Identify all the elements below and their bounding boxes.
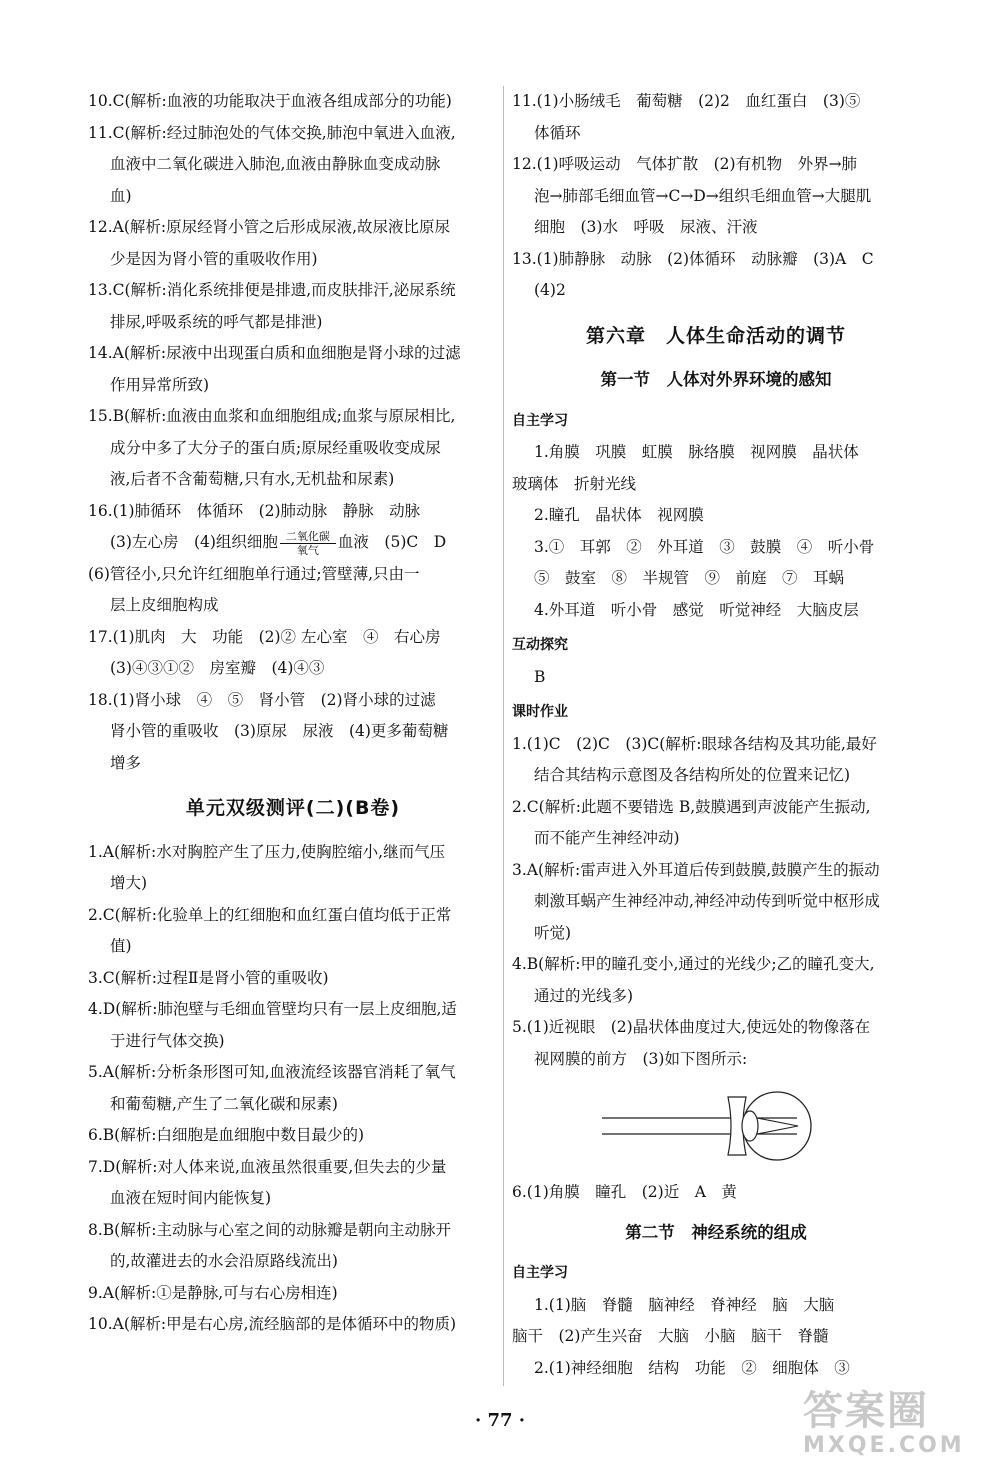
reaction-fraction <box>280 530 336 557</box>
answer-line: 作用异常所致) <box>110 375 210 394</box>
answer-line: 17.(1)肌肉 大 功能 (2)② 左心室 ④ 右心房 <box>88 627 441 646</box>
answer-item: 6.(1)角膜 瞳孔 (2)近 A 黄 <box>512 1183 737 1201</box>
fraction-top: 二氧化碳 <box>280 530 336 544</box>
answer-line: 视网膜的前方 (3)如下图所示: <box>534 1049 748 1068</box>
answer-line: 4.B(解析:甲的瞳孔变小,通过的光线少;乙的瞳孔变大, <box>512 955 875 973</box>
answer-line: 1.A(解析:水对胸腔产生了压力,使胸腔缩小,继而气压 <box>88 842 446 861</box>
answer-line: 3.A(解析:雷声进入外耳道后传到鼓膜,鼓膜产生的振动 <box>512 860 880 879</box>
answer-line: 16.(1)肺循环 体循环 (2)肺动脉 静脉 动脉 <box>88 501 421 520</box>
answer-line: 4.外耳道 听小骨 感觉 听觉神经 大脑皮层 <box>534 600 859 619</box>
answer-item <box>88 963 498 995</box>
answer-item <box>88 622 498 685</box>
answer-list <box>512 86 920 307</box>
fraction-bottom: 氧气 <box>296 543 319 557</box>
answer-line: 听觉) <box>534 923 572 942</box>
answer-item <box>88 685 498 780</box>
chapter-title: 第六章 人体生命活动的调节 <box>585 324 846 347</box>
answer-line: 11.C(解析:经过肺泡处的气体交换,肺泡中氧进入血液, <box>88 123 456 142</box>
answer-item <box>512 149 920 244</box>
answer-line: 10.A(解析:甲是右心房,流经脑部的是体循环中的物质) <box>88 1315 457 1333</box>
answer-item <box>512 1012 920 1075</box>
answer-line: 少是因为肾小管的重吸收作用) <box>110 249 318 268</box>
watermark-text: 答案圈 <box>803 1388 929 1434</box>
answer-item <box>88 994 498 1057</box>
answer-line: 层上皮细胞构成 <box>110 596 219 614</box>
answer-item <box>88 1215 498 1278</box>
answer-line: 1.角膜 巩膜 虹膜 脉络膜 视网膜 晶状体 <box>534 443 859 461</box>
answer-line: 13.(1)肺静脉 动脉 (2)体循环 动脉瓣 (3)A C <box>512 249 874 268</box>
answer-line: 9.A(解析:①是静脉,可与右心房相连) <box>88 1283 338 1302</box>
answer-line: 玻璃体 折射光线 <box>512 474 637 493</box>
subheading: 自主学习 <box>512 1265 568 1281</box>
answer-item <box>88 118 498 213</box>
answer-item <box>512 949 920 1012</box>
watermark-logo <box>803 1389 988 1469</box>
answer-line: 5.A(解析:分析条形图可知,血液流经该器官消耗了氧气 <box>88 1063 456 1081</box>
left-column <box>88 86 498 1341</box>
page-number: · 77 · <box>474 1410 526 1431</box>
subheading: 课时作业 <box>512 704 568 720</box>
answer-item <box>88 1152 498 1215</box>
answer-line: 体循环 <box>534 123 581 142</box>
answer-item <box>88 496 498 528</box>
answer-item <box>88 212 498 275</box>
answer-list <box>512 437 920 626</box>
answer-line: 排尿,呼吸系统的呼气都是排泄) <box>110 312 323 331</box>
answer-line: 成分中多了大分子的蛋白质;原尿经重吸收变成尿 <box>110 438 441 457</box>
answer-line: 12.(1)呼吸运动 气体扩散 (2)有机物 外界→肺 <box>512 155 858 173</box>
answer-item <box>512 792 920 855</box>
answer-line: 6.B(解析:白细胞是血细胞中数目最少的) <box>88 1126 364 1144</box>
answer-list <box>88 559 498 780</box>
answer-line: 肾小管的重吸收 (3)原尿 尿液 (4)更多葡萄糖 <box>110 722 449 740</box>
answer-line: 12.A(解析:原尿经肾小管之后形成尿液,故尿液比原尿 <box>88 218 451 236</box>
section-title: 第二节 神经系统的组成 <box>625 1222 807 1242</box>
answer-line: 血液在短时间内能恢复) <box>110 1189 272 1207</box>
answer-text: (3)左心房 (4)组织细胞 <box>110 533 278 551</box>
answer-item <box>88 86 498 118</box>
answer-item <box>88 401 498 496</box>
answer-text: 血液 (5)C D <box>337 533 447 551</box>
answer-line: 5.(1)近视眼 (2)晶状体曲度过大,使远处的物像落在 <box>512 1018 871 1036</box>
answer-list <box>88 837 498 1341</box>
answer-line: 11.(1)小肠绒毛 葡萄糖 (2)2 血红蛋白 (3)⑤ <box>512 92 861 110</box>
answer-line: 结合其结构示意图及各结构所处的位置来记忆) <box>534 766 851 784</box>
answer-line: 和葡萄糖,产生了二氧化碳和尿素) <box>110 1094 338 1113</box>
answer-item <box>88 559 498 622</box>
section-title: 单元双级测评(二)(B卷) <box>185 797 401 819</box>
answer-item <box>88 1309 498 1341</box>
answer-line: 血) <box>110 186 132 205</box>
eye-diagram <box>602 1081 812 1171</box>
answer-line: 13.C(解析:消化系统排便是排遗,而皮肤排汗,泌尿系统 <box>88 281 456 299</box>
answer-list <box>512 729 920 1076</box>
answer-line: 18.(1)肾小球 ④ ⑤ 肾小管 (2)肾小球的过滤 <box>88 690 436 709</box>
answer-line: ⑤ 鼓室 ⑧ 半规管 ⑨ 前庭 ⑦ 耳蜗 <box>534 569 845 587</box>
answer-item <box>512 729 920 792</box>
column-divider <box>503 86 504 1386</box>
answer-line: 2.C(解析:此题不要错选 B,鼓膜遇到声波能产生振动, <box>512 797 871 816</box>
watermark-url: MXQE.COM <box>803 1433 965 1458</box>
answer-line: 2.C(解析:化验单上的红细胞和血红蛋白值均低于正常 <box>88 905 452 924</box>
answer-item <box>88 1278 498 1310</box>
answer-line: 10.C(解析:血液的功能取决于血液各组成部分的功能) <box>88 92 452 110</box>
answer-line: 值) <box>110 937 132 955</box>
right-column <box>512 86 920 1384</box>
answer-line: 3.① 耳郭 ② 外耳道 ③ 鼓膜 ④ 听小骨 <box>534 537 875 556</box>
answer-item <box>88 900 498 963</box>
answer-line: 通过的光线多) <box>534 986 634 1005</box>
answer-line: 细胞 (3)水 呼吸 尿液、汗液 <box>534 218 758 236</box>
answer-line: 2.瞳孔 晶状体 视网膜 <box>534 506 704 524</box>
answer-item <box>88 1057 498 1120</box>
answer-line: 8.B(解析:主动脉与心室之间的动脉瓣是朝向主动脉开 <box>88 1220 451 1239</box>
answer-line: (4)2 <box>534 281 566 299</box>
answer-line: 4.D(解析:肺泡壁与毛细血管壁均只有一层上皮细胞,适 <box>88 1000 457 1018</box>
answer-line: 的,故灌进去的水会沿原路线流出) <box>110 1252 338 1270</box>
answer-list <box>512 1290 920 1385</box>
answer-list <box>88 86 498 527</box>
answer-item <box>88 837 498 900</box>
answer-line: 3.C(解析:过程Ⅱ是肾小管的重吸收) <box>88 968 329 987</box>
answer-line: 刺激耳蜗产生神经冲动,神经冲动传到听觉中枢形成 <box>534 892 880 910</box>
answer-line: B <box>534 667 546 686</box>
subheading: 自主学习 <box>512 412 568 429</box>
answer-line: 增大) <box>110 874 148 892</box>
answer-line: 于进行气体交换) <box>110 1031 225 1050</box>
answer-item <box>88 338 498 401</box>
answer-line: 而不能产生神经冲动) <box>534 829 680 847</box>
answer-item <box>88 1120 498 1152</box>
subheading: 互动探究 <box>512 637 568 653</box>
answer-line: 1.(1)脑 脊髓 脑神经 脊神经 脑 大脑 <box>534 1295 835 1314</box>
answer-line: 1.(1)C (2)C (3)C(解析:眼球各结构及其功能,最好 <box>512 734 877 753</box>
answer-line: 脑干 (2)产生兴奋 大脑 小脑 脑干 脊髓 <box>512 1327 829 1345</box>
answer-line: (3)④③①② 房室瓣 (4)④③ <box>110 659 325 677</box>
answer-item <box>88 275 498 338</box>
section-title: 第一节 人体对外界环境的感知 <box>600 370 832 389</box>
answer-item <box>512 244 920 307</box>
answer-line: 2.(1)神经细胞 结构 功能 ② 细胞体 ③ <box>534 1358 850 1377</box>
answer-line: 7.D(解析:对人体来说,血液虽然很重要,但失去的少量 <box>88 1157 447 1176</box>
answer-line: (6)管径小,只允许红细胞单行通过;管壁薄,只由一 <box>88 564 420 583</box>
answer-line: 液,后者不含葡萄糖,只有水,无机盐和尿素) <box>110 470 395 488</box>
answer-line: 增多 <box>110 753 142 772</box>
answer-item <box>512 855 920 950</box>
answer-line <box>88 527 498 559</box>
answer-item <box>512 86 920 149</box>
answer-line: 泡→肺部毛细血管→C→D→组织毛细血管→大腿肌 <box>534 186 872 205</box>
answer-line: 14.A(解析:尿液中出现蛋白质和血细胞是肾小球的过滤 <box>88 344 461 362</box>
answer-item <box>88 527 498 559</box>
answer-line: 15.B(解析:血液由血浆和血细胞组成;血浆与原尿相比, <box>88 407 456 425</box>
answer-line: 血液中二氧化碳进入肺泡,血液由静脉血变成动脉 <box>110 155 441 173</box>
